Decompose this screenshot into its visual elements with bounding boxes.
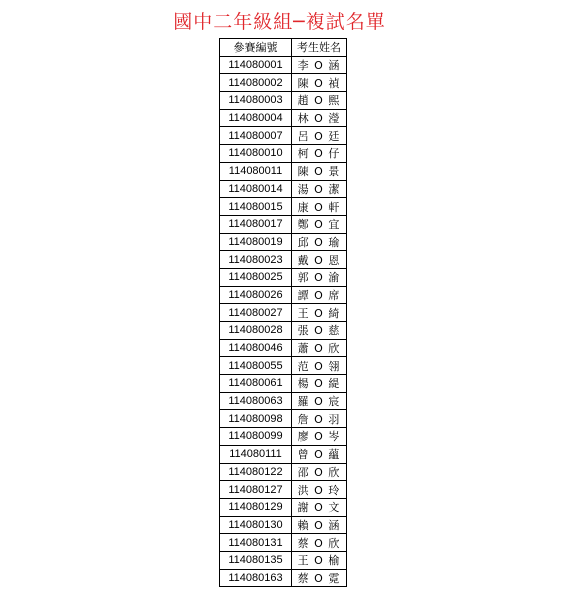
table-row <box>220 375 347 393</box>
candidate-name-cell: 謝 O 文 <box>292 498 347 516</box>
candidate-name-cell: 李 O 涵 <box>292 56 347 74</box>
candidate-name-cell: 詹 O 羽 <box>292 410 347 428</box>
table-row <box>220 481 347 499</box>
table-row <box>220 180 347 198</box>
candidate-id-cell: 114080127 <box>220 481 292 499</box>
candidate-id-cell: 114080025 <box>220 268 292 286</box>
table-row <box>220 56 347 74</box>
table-row <box>220 534 347 552</box>
candidate-id-cell: 114080028 <box>220 322 292 340</box>
candidate-id-cell: 114080111 <box>220 445 292 463</box>
candidate-name-cell: 曾 O 蘊 <box>292 445 347 463</box>
candidate-id-cell: 114080014 <box>220 180 292 198</box>
table-row <box>220 127 347 145</box>
table-row <box>220 109 347 127</box>
candidate-name-cell: 邵 O 欣 <box>292 463 347 481</box>
column-header-id: 參賽編號 <box>220 39 292 57</box>
table-row <box>220 145 347 163</box>
table-row <box>220 268 347 286</box>
candidate-name-cell: 張 O 慈 <box>292 322 347 340</box>
candidate-id-cell: 114080015 <box>220 198 292 216</box>
table-header <box>220 39 347 57</box>
candidate-name-cell: 郭 O 渝 <box>292 268 347 286</box>
candidate-id-cell: 114080001 <box>220 56 292 74</box>
candidate-id-cell: 114080055 <box>220 357 292 375</box>
candidate-id-cell: 114080099 <box>220 428 292 446</box>
candidate-id-cell: 114080007 <box>220 127 292 145</box>
table-row <box>220 233 347 251</box>
candidate-name-cell: 蔡 O 霓 <box>292 569 347 587</box>
candidate-id-cell: 114080131 <box>220 534 292 552</box>
page-title: 國中二年級組─複試名單 <box>173 11 386 33</box>
candidate-name-cell: 戴 O 恩 <box>292 251 347 269</box>
candidate-name-cell: 邱 O 瑜 <box>292 233 347 251</box>
candidate-name-cell: 洪 O 玲 <box>292 481 347 499</box>
table-row <box>220 463 347 481</box>
candidate-name-cell: 湯 O 潔 <box>292 180 347 198</box>
candidate-id-cell: 114080004 <box>220 109 292 127</box>
candidate-name-cell: 楊 O 緹 <box>292 375 347 393</box>
candidate-id-cell: 114080011 <box>220 162 292 180</box>
candidate-table <box>219 38 347 587</box>
candidate-id-cell: 114080129 <box>220 498 292 516</box>
table-row <box>220 428 347 446</box>
candidate-id-cell: 114080061 <box>220 375 292 393</box>
table-row <box>220 322 347 340</box>
candidate-name-cell: 陳 O 禎 <box>292 74 347 92</box>
candidate-id-cell: 114080122 <box>220 463 292 481</box>
table-row <box>220 392 347 410</box>
table-row <box>220 162 347 180</box>
candidate-name-cell: 林 O 瀅 <box>292 109 347 127</box>
table-row <box>220 551 347 569</box>
candidate-name-cell: 譚 O 席 <box>292 286 347 304</box>
table-row <box>220 251 347 269</box>
candidate-id-cell: 114080135 <box>220 551 292 569</box>
table-row <box>220 304 347 322</box>
candidate-name-cell: 康 O 軒 <box>292 198 347 216</box>
table-row <box>220 92 347 110</box>
candidate-name-cell: 蔡 O 欣 <box>292 534 347 552</box>
table-row <box>220 286 347 304</box>
table-row <box>220 569 347 587</box>
candidate-id-cell: 114080023 <box>220 251 292 269</box>
candidate-id-cell: 114080063 <box>220 392 292 410</box>
table-row <box>220 74 347 92</box>
table-row <box>220 198 347 216</box>
table-row <box>220 445 347 463</box>
table-row <box>220 357 347 375</box>
table-row <box>220 215 347 233</box>
candidate-id-cell: 114080163 <box>220 569 292 587</box>
candidate-name-cell: 賴 O 涵 <box>292 516 347 534</box>
candidate-id-cell: 114080098 <box>220 410 292 428</box>
candidate-id-cell: 114080026 <box>220 286 292 304</box>
candidate-id-cell: 114080010 <box>220 145 292 163</box>
candidate-name-cell: 王 O 綺 <box>292 304 347 322</box>
candidate-name-cell: 趙 O 熙 <box>292 92 347 110</box>
table-row <box>220 516 347 534</box>
candidate-name-cell: 呂 O 廷 <box>292 127 347 145</box>
candidate-name-cell: 羅 O 宸 <box>292 392 347 410</box>
candidate-name-cell: 王 O 榆 <box>292 551 347 569</box>
candidate-id-cell: 114080003 <box>220 92 292 110</box>
header-row <box>220 39 347 57</box>
candidate-name-cell: 柯 O 仔 <box>292 145 347 163</box>
candidate-name-cell: 鄭 O 宜 <box>292 215 347 233</box>
candidate-id-cell: 114080027 <box>220 304 292 322</box>
column-header-name: 考生姓名 <box>292 39 347 57</box>
candidate-id-cell: 114080130 <box>220 516 292 534</box>
candidate-name-cell: 廖 O 岑 <box>292 428 347 446</box>
table-row <box>220 410 347 428</box>
candidate-name-cell: 范 O 翎 <box>292 357 347 375</box>
candidate-id-cell: 114080019 <box>220 233 292 251</box>
candidate-name-cell: 蕭 O 欣 <box>292 339 347 357</box>
table-row <box>220 339 347 357</box>
candidate-id-cell: 114080046 <box>220 339 292 357</box>
candidate-id-cell: 114080017 <box>220 215 292 233</box>
candidate-name-cell: 陳 O 景 <box>292 162 347 180</box>
candidate-id-cell: 114080002 <box>220 74 292 92</box>
table-body <box>220 56 347 587</box>
table-row <box>220 498 347 516</box>
